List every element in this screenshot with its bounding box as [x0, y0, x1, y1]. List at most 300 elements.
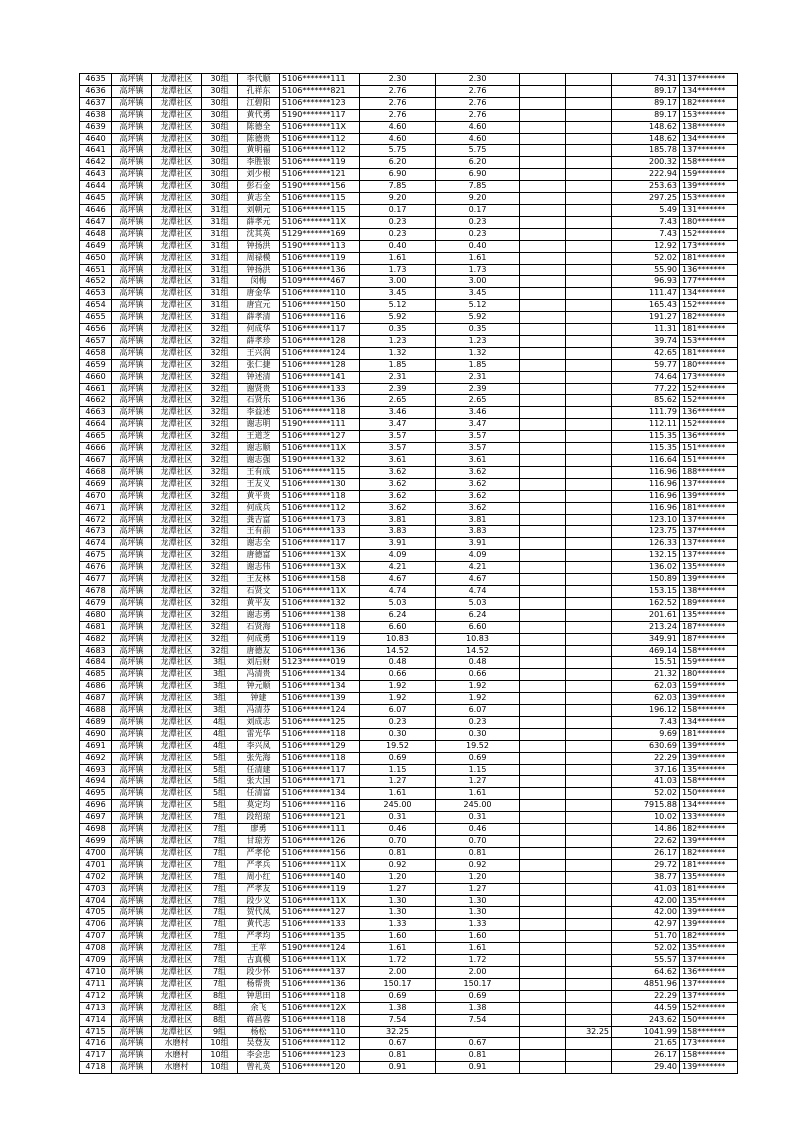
cell-town: 高坪镇 [112, 383, 152, 395]
cell-area-c [566, 478, 612, 490]
cell-id-number: 5106*******121 [280, 169, 360, 181]
cell-community: 龙潭社区 [152, 1014, 202, 1026]
cell-phone: 173******* [680, 240, 738, 252]
cell-amount: 96.93 [612, 276, 680, 288]
cell-community: 水磨村 [152, 1062, 202, 1074]
cell-row-index: 4684 [80, 657, 112, 669]
cell-amount: 14.86 [612, 824, 680, 836]
cell-amount: 85.62 [612, 395, 680, 407]
cell-id-number: 5106*******112 [280, 133, 360, 145]
cell-community: 龙潭社区 [152, 276, 202, 288]
cell-area-c [566, 74, 612, 86]
cell-name: 何成华 [238, 324, 280, 336]
cell-id-number: 5123*******019 [280, 657, 360, 669]
cell-row-index: 4693 [80, 764, 112, 776]
cell-community: 水磨村 [152, 1038, 202, 1050]
cell-group: 32组 [202, 550, 238, 562]
cell-amount: 7.43 [612, 228, 680, 240]
table-row [80, 931, 738, 943]
cell-area-c [566, 859, 612, 871]
cell-area-total: 2.76 [360, 85, 436, 97]
cell-name: 刘朝元 [238, 204, 280, 216]
cell-phone: 180******* [680, 669, 738, 681]
cell-area-a: 2.39 [436, 383, 520, 395]
cell-community: 龙潭社区 [152, 312, 202, 324]
table-row [80, 836, 738, 848]
cell-town: 高坪镇 [112, 466, 152, 478]
cell-community: 龙潭社区 [152, 895, 202, 907]
cell-area-c [566, 276, 612, 288]
cell-phone: 180******* [680, 359, 738, 371]
cell-name: 石贤乐 [238, 395, 280, 407]
cell-name: 唐宜元 [238, 300, 280, 312]
cell-group: 7组 [202, 824, 238, 836]
cell-id-number: 5106*******126 [280, 836, 360, 848]
cell-community: 龙潭社区 [152, 145, 202, 157]
cell-amount: 5.49 [612, 204, 680, 216]
cell-community: 龙潭社区 [152, 252, 202, 264]
cell-amount: 222.94 [612, 169, 680, 181]
cell-area-a: 0.23 [436, 228, 520, 240]
cell-row-index: 4704 [80, 895, 112, 907]
cell-town: 高坪镇 [112, 85, 152, 97]
cell-name: 严孝伦 [238, 847, 280, 859]
cell-community: 龙潭社区 [152, 978, 202, 990]
cell-area-c [566, 264, 612, 276]
cell-group: 32组 [202, 633, 238, 645]
cell-town: 高坪镇 [112, 836, 152, 848]
cell-area-c [566, 109, 612, 121]
cell-area-total: 2.65 [360, 395, 436, 407]
cell-row-index: 4655 [80, 312, 112, 324]
cell-area-b [520, 931, 566, 943]
cell-area-b [520, 716, 566, 728]
cell-community: 龙潭社区 [152, 645, 202, 657]
cell-phone: 189******* [680, 597, 738, 609]
cell-name: 严孝友 [238, 883, 280, 895]
cell-name: 谢志顺 [238, 443, 280, 455]
cell-area-b [520, 407, 566, 419]
cell-area-total: 2.31 [360, 371, 436, 383]
cell-id-number: 5190*******124 [280, 943, 360, 955]
cell-area-b [520, 1050, 566, 1062]
cell-area-total: 0.69 [360, 752, 436, 764]
cell-area-total: 0.17 [360, 204, 436, 216]
cell-id-number: 5106*******118 [280, 490, 360, 502]
cell-row-index: 4670 [80, 490, 112, 502]
cell-area-total: 1.15 [360, 764, 436, 776]
cell-area-b [520, 193, 566, 205]
cell-row-index: 4638 [80, 109, 112, 121]
cell-area-a: 3.45 [436, 288, 520, 300]
table-row [80, 264, 738, 276]
table-row [80, 550, 738, 562]
cell-community: 龙潭社区 [152, 776, 202, 788]
cell-area-total: 14.52 [360, 645, 436, 657]
cell-area-b [520, 585, 566, 597]
cell-group: 5组 [202, 776, 238, 788]
cell-area-b [520, 824, 566, 836]
cell-town: 高坪镇 [112, 847, 152, 859]
cell-area-c [566, 324, 612, 336]
cell-id-number: 5106*******171 [280, 776, 360, 788]
table-row [80, 562, 738, 574]
cell-area-a: 2.31 [436, 371, 520, 383]
table-row [80, 276, 738, 288]
cell-amount: 213.24 [612, 621, 680, 633]
table-row [80, 526, 738, 538]
cell-area-a: 3.62 [436, 490, 520, 502]
cell-area-c [566, 574, 612, 586]
cell-town: 高坪镇 [112, 645, 152, 657]
cell-row-index: 4672 [80, 514, 112, 526]
cell-area-total: 1.23 [360, 335, 436, 347]
cell-town: 高坪镇 [112, 597, 152, 609]
cell-phone: 181******* [680, 252, 738, 264]
cell-area-total: 0.23 [360, 228, 436, 240]
cell-community: 龙潭社区 [152, 955, 202, 967]
cell-name: 钟元顺 [238, 681, 280, 693]
cell-id-number: 5106*******821 [280, 85, 360, 97]
cell-town: 高坪镇 [112, 550, 152, 562]
cell-name: 钟扬洪 [238, 264, 280, 276]
cell-community: 龙潭社区 [152, 431, 202, 443]
cell-name: 黄志全 [238, 193, 280, 205]
cell-id-number: 5106*******11X [280, 859, 360, 871]
cell-group: 31组 [202, 264, 238, 276]
table-row [80, 324, 738, 336]
cell-area-c [566, 740, 612, 752]
cell-area-total: 0.48 [360, 657, 436, 669]
cell-id-number: 5106*******112 [280, 1038, 360, 1050]
cell-row-index: 4695 [80, 788, 112, 800]
cell-row-index: 4706 [80, 919, 112, 931]
cell-area-total: 4.74 [360, 585, 436, 597]
cell-area-b [520, 669, 566, 681]
cell-id-number: 5190*******156 [280, 181, 360, 193]
cell-id-number: 5106*******115 [280, 193, 360, 205]
cell-area-b [520, 74, 566, 86]
cell-area-a: 1.85 [436, 359, 520, 371]
cell-group: 3组 [202, 693, 238, 705]
cell-area-total: 0.91 [360, 1062, 436, 1074]
cell-community: 龙潭社区 [152, 121, 202, 133]
cell-row-index: 4682 [80, 633, 112, 645]
cell-area-b [520, 157, 566, 169]
cell-town: 高坪镇 [112, 228, 152, 240]
cell-group: 4组 [202, 716, 238, 728]
cell-group: 31组 [202, 300, 238, 312]
cell-amount: 297.25 [612, 193, 680, 205]
cell-town: 高坪镇 [112, 1050, 152, 1062]
cell-area-c [566, 871, 612, 883]
cell-id-number: 5106*******11X [280, 895, 360, 907]
cell-area-b [520, 514, 566, 526]
cell-id-number: 5106*******11X [280, 585, 360, 597]
cell-area-a: 2.76 [436, 85, 520, 97]
cell-name: 王友林 [238, 574, 280, 586]
cell-community: 龙潭社区 [152, 740, 202, 752]
cell-row-index: 4678 [80, 585, 112, 597]
cell-community: 龙潭社区 [152, 478, 202, 490]
cell-amount: 200.32 [612, 157, 680, 169]
cell-row-index: 4716 [80, 1038, 112, 1050]
cell-area-b [520, 681, 566, 693]
cell-area-total: 0.66 [360, 669, 436, 681]
cell-group: 3组 [202, 681, 238, 693]
cell-town: 高坪镇 [112, 276, 152, 288]
table-row [80, 466, 738, 478]
cell-group: 32组 [202, 478, 238, 490]
cell-row-index: 4680 [80, 609, 112, 621]
cell-town: 高坪镇 [112, 740, 152, 752]
cell-amount: 243.62 [612, 1014, 680, 1026]
cell-name: 刘成志 [238, 716, 280, 728]
cell-area-total: 150.17 [360, 978, 436, 990]
cell-phone: 187******* [680, 621, 738, 633]
cell-amount: 116.96 [612, 466, 680, 478]
cell-name: 李兴凤 [238, 740, 280, 752]
cell-area-a: 2.65 [436, 395, 520, 407]
cell-town: 高坪镇 [112, 240, 152, 252]
cell-area-c [566, 1050, 612, 1062]
cell-community: 龙潭社区 [152, 526, 202, 538]
cell-area-c [566, 597, 612, 609]
cell-area-a: 0.69 [436, 990, 520, 1002]
cell-community: 龙潭社区 [152, 883, 202, 895]
table-row [80, 383, 738, 395]
cell-community: 龙潭社区 [152, 633, 202, 645]
cell-area-total: 0.69 [360, 990, 436, 1002]
cell-community: 龙潭社区 [152, 764, 202, 776]
cell-phone: 182******* [680, 97, 738, 109]
cell-area-b [520, 526, 566, 538]
cell-community: 龙潭社区 [152, 97, 202, 109]
cell-area-b [520, 300, 566, 312]
table-row [80, 252, 738, 264]
cell-group: 32组 [202, 621, 238, 633]
cell-area-total: 1.85 [360, 359, 436, 371]
cell-area-b [520, 859, 566, 871]
cell-area-b [520, 812, 566, 824]
table-row [80, 1002, 738, 1014]
cell-area-c [566, 705, 612, 717]
table-row [80, 514, 738, 526]
cell-area-total: 2.39 [360, 383, 436, 395]
cell-area-total: 19.52 [360, 740, 436, 752]
cell-id-number: 5109*******467 [280, 276, 360, 288]
table-row [80, 657, 738, 669]
cell-area-b [520, 359, 566, 371]
cell-area-c [566, 1014, 612, 1026]
cell-town: 高坪镇 [112, 407, 152, 419]
cell-community: 龙潭社区 [152, 693, 202, 705]
table-row [80, 455, 738, 467]
cell-phone: 151******* [680, 455, 738, 467]
cell-name: 谢贤贵 [238, 383, 280, 395]
cell-town: 高坪镇 [112, 990, 152, 1002]
cell-community: 龙潭社区 [152, 669, 202, 681]
table-row [80, 645, 738, 657]
cell-phone: 139******* [680, 181, 738, 193]
cell-area-a: 1.73 [436, 264, 520, 276]
cell-id-number: 5106*******110 [280, 1026, 360, 1038]
cell-group: 30组 [202, 169, 238, 181]
table-row [80, 907, 738, 919]
cell-amount: 26.17 [612, 1050, 680, 1062]
cell-town: 高坪镇 [112, 562, 152, 574]
cell-community: 龙潭社区 [152, 597, 202, 609]
cell-name: 钟思田 [238, 990, 280, 1002]
cell-row-index: 4663 [80, 407, 112, 419]
table-row [80, 621, 738, 633]
cell-community: 龙潭社区 [152, 716, 202, 728]
cell-area-b [520, 764, 566, 776]
cell-town: 高坪镇 [112, 216, 152, 228]
cell-community: 龙潭社区 [152, 847, 202, 859]
cell-group: 9组 [202, 1026, 238, 1038]
cell-area-a: 5.75 [436, 145, 520, 157]
cell-amount: 148.62 [612, 133, 680, 145]
cell-phone: 182******* [680, 931, 738, 943]
cell-area-b [520, 335, 566, 347]
cell-town: 高坪镇 [112, 1014, 152, 1026]
cell-group: 8组 [202, 1002, 238, 1014]
cell-community: 龙潭社区 [152, 395, 202, 407]
cell-amount: 7915.88 [612, 800, 680, 812]
cell-area-b [520, 609, 566, 621]
cell-area-b [520, 288, 566, 300]
cell-id-number: 5106*******141 [280, 371, 360, 383]
cell-phone: 152******* [680, 1002, 738, 1014]
cell-area-a: 3.00 [436, 276, 520, 288]
table-row [80, 502, 738, 514]
cell-row-index: 4698 [80, 824, 112, 836]
cell-id-number: 5106*******137 [280, 966, 360, 978]
cell-area-a: 1.32 [436, 347, 520, 359]
cell-row-index: 4674 [80, 538, 112, 550]
cell-area-a: 3.61 [436, 455, 520, 467]
cell-id-number: 5106*******118 [280, 990, 360, 1002]
table-row [80, 359, 738, 371]
cell-town: 高坪镇 [112, 347, 152, 359]
cell-area-total: 3.62 [360, 502, 436, 514]
cell-row-index: 4641 [80, 145, 112, 157]
cell-row-index: 4660 [80, 371, 112, 383]
cell-name: 谢志全 [238, 538, 280, 550]
cell-phone: 158******* [680, 1050, 738, 1062]
cell-name: 陈德全 [238, 121, 280, 133]
cell-group: 31组 [202, 204, 238, 216]
cell-amount: 4851.96 [612, 978, 680, 990]
cell-group: 30组 [202, 85, 238, 97]
cell-town: 高坪镇 [112, 812, 152, 824]
cell-area-b [520, 97, 566, 109]
table-row [80, 169, 738, 181]
cell-amount: 196.12 [612, 705, 680, 717]
cell-area-b [520, 752, 566, 764]
cell-area-total: 3.00 [360, 276, 436, 288]
cell-name: 张仁捷 [238, 359, 280, 371]
cell-name: 蒋昌蓉 [238, 1014, 280, 1026]
table-row [80, 1038, 738, 1050]
cell-area-total: 0.31 [360, 812, 436, 824]
cell-amount: 21.65 [612, 1038, 680, 1050]
cell-area-b [520, 204, 566, 216]
table-row [80, 943, 738, 955]
cell-area-c [566, 657, 612, 669]
cell-phone: 137******* [680, 978, 738, 990]
cell-area-a: 3.91 [436, 538, 520, 550]
table-row [80, 919, 738, 931]
cell-id-number: 5106*******133 [280, 383, 360, 395]
table-row [80, 764, 738, 776]
cell-amount: 123.10 [612, 514, 680, 526]
cell-id-number: 5106*******150 [280, 300, 360, 312]
cell-town: 高坪镇 [112, 74, 152, 86]
cell-group: 31组 [202, 312, 238, 324]
cell-area-b [520, 871, 566, 883]
cell-id-number: 5106*******134 [280, 788, 360, 800]
cell-town: 高坪镇 [112, 169, 152, 181]
cell-id-number: 5106*******118 [280, 1014, 360, 1026]
cell-id-number: 5106*******119 [280, 252, 360, 264]
cell-id-number: 5106*******111 [280, 74, 360, 86]
cell-amount: 162.52 [612, 597, 680, 609]
cell-area-c [566, 990, 612, 1002]
cell-id-number: 5106*******12X [280, 1002, 360, 1014]
cell-area-c [566, 514, 612, 526]
cell-town: 高坪镇 [112, 288, 152, 300]
cell-phone: 150******* [680, 788, 738, 800]
table-row [80, 716, 738, 728]
cell-town: 高坪镇 [112, 514, 152, 526]
cell-area-total: 5.12 [360, 300, 436, 312]
cell-area-c [566, 371, 612, 383]
cell-name: 黄平贵 [238, 490, 280, 502]
cell-amount: 116.96 [612, 478, 680, 490]
cell-amount: 41.03 [612, 776, 680, 788]
cell-row-index: 4673 [80, 526, 112, 538]
cell-area-total: 3.62 [360, 466, 436, 478]
cell-community: 龙潭社区 [152, 288, 202, 300]
cell-community: 龙潭社区 [152, 216, 202, 228]
cell-area-c [566, 216, 612, 228]
cell-amount: 62.03 [612, 681, 680, 693]
cell-phone: 139******* [680, 490, 738, 502]
cell-area-a: 1.23 [436, 335, 520, 347]
cell-area-c [566, 800, 612, 812]
cell-group: 5组 [202, 752, 238, 764]
cell-name: 余飞 [238, 1002, 280, 1014]
cell-community: 龙潭社区 [152, 300, 202, 312]
table-row [80, 728, 738, 740]
cell-area-b [520, 240, 566, 252]
cell-amount: 132.15 [612, 550, 680, 562]
cell-phone: 159******* [680, 681, 738, 693]
cell-area-b [520, 943, 566, 955]
cell-town: 高坪镇 [112, 1026, 152, 1038]
cell-area-a: 0.40 [436, 240, 520, 252]
cell-area-a: 3.57 [436, 443, 520, 455]
cell-amount: 115.35 [612, 443, 680, 455]
cell-name: 任清富 [238, 788, 280, 800]
cell-id-number: 5106*******111 [280, 824, 360, 836]
cell-area-a: 0.81 [436, 1050, 520, 1062]
cell-community: 龙潭社区 [152, 609, 202, 621]
cell-amount: 42.00 [612, 907, 680, 919]
cell-area-total: 0.70 [360, 836, 436, 848]
